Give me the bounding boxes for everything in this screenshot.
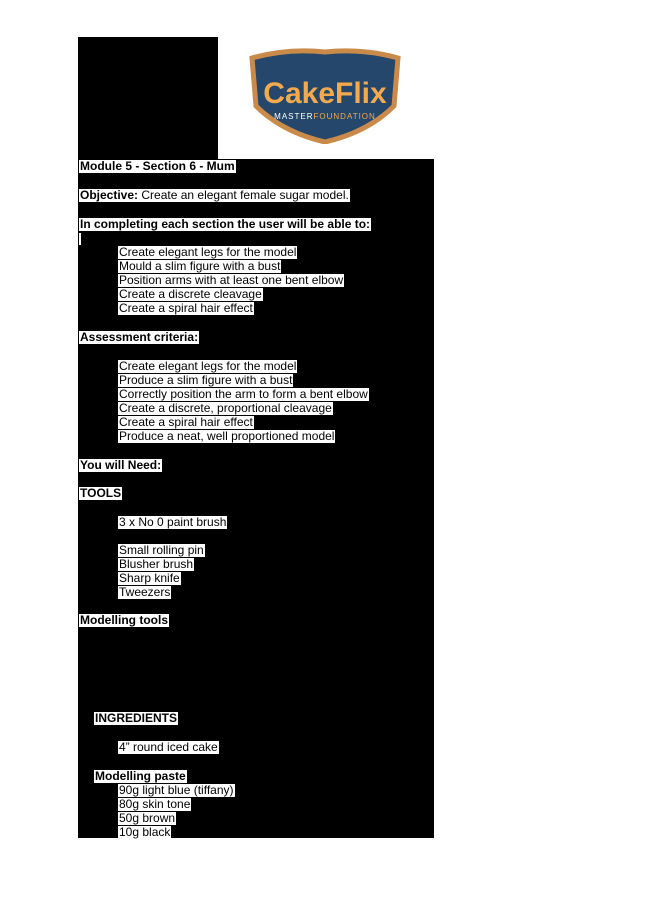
assessment-item: Create a spiral hair effect	[119, 415, 253, 429]
assessment-item: Produce a neat, well proportioned model	[119, 429, 335, 443]
text-cursor	[79, 233, 81, 245]
ingredients-heading: INGREDIENTS	[95, 711, 178, 725]
outcome-item: Position arms with at least one bent elbow	[119, 273, 344, 287]
paste-item: 80g skin tone	[119, 797, 191, 811]
logo-brand-text: CakeFlix	[263, 77, 387, 110]
assessment-item: Create a discrete, proportional cleavage	[119, 401, 332, 415]
module-title: Module 5 - Section 6 - Mum	[80, 159, 235, 173]
tool-item: Blusher brush	[119, 557, 194, 571]
paste-item: 90g light blue (tiffany)	[119, 783, 234, 797]
svg-text:MASTERFOUNDATION	[274, 112, 376, 121]
outcomes-heading: In completing each section the user will be able to:	[80, 217, 371, 231]
assessment-item: Produce a slim figure with a bust	[119, 373, 293, 387]
tool-item: Small rolling pin	[119, 543, 204, 557]
modelling-tools-heading: Modelling tools	[80, 613, 168, 627]
tool-item: Tweezers	[119, 585, 171, 599]
paste-item: 50g brown	[119, 811, 176, 825]
cakeflix-logo	[248, 48, 402, 144]
tool-item-paint-brush: 3 x No 0 paint brush	[119, 515, 227, 529]
outcome-item: Create a discrete cleavage	[119, 287, 262, 301]
modelling-paste-heading: Modelling paste	[95, 769, 186, 783]
assessment-item: Correctly position the arm to form a bent elbow	[119, 387, 368, 401]
assessment-item: Create elegant legs for the model	[119, 359, 297, 373]
paste-item: 10g black	[119, 825, 171, 839]
logo-tagline-foundation: FOUNDATION	[313, 112, 376, 121]
assessment-heading: Assessment criteria:	[80, 330, 199, 344]
outcome-item: Create a spiral hair effect	[119, 301, 253, 315]
tools-heading: TOOLS	[80, 486, 122, 500]
logo-tagline-master: MASTER	[274, 112, 314, 121]
ingredient-cake: 4” round iced cake	[119, 740, 218, 754]
objective-line	[79, 189, 350, 202]
objective-text: Create an elegant female sugar model.	[138, 188, 349, 202]
outcome-item: Create elegant legs for the model	[119, 245, 297, 259]
needs-heading: You will Need:	[80, 458, 162, 472]
outcome-item: Mould a slim figure with a bust	[119, 259, 281, 273]
objective-label: Objective:	[80, 188, 139, 202]
tool-item: Sharp knife	[119, 571, 180, 585]
